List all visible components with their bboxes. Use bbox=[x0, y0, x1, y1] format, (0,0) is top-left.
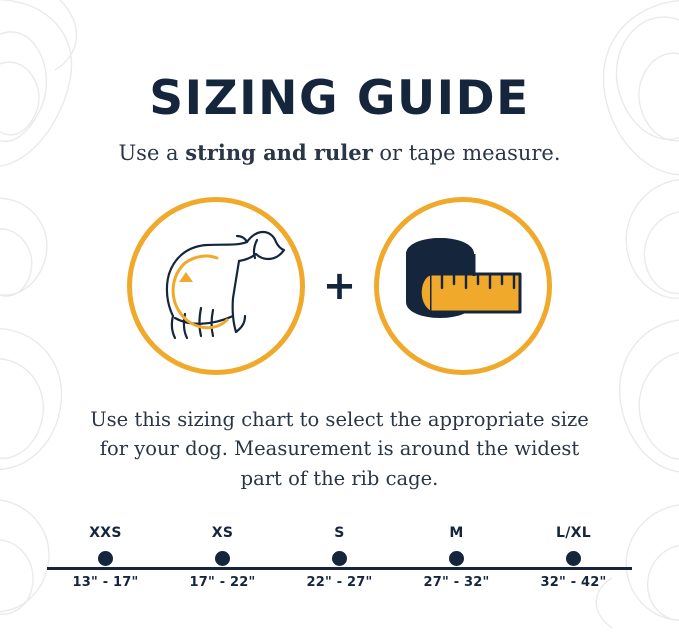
size-dot bbox=[98, 551, 113, 566]
subtitle-strong: string and ruler bbox=[185, 140, 373, 165]
tape-measure-icon bbox=[388, 226, 538, 346]
size-dot bbox=[215, 551, 230, 566]
size-range: 17" - 22" bbox=[189, 575, 256, 590]
plus-symbol: + bbox=[322, 263, 357, 309]
description-text: Use this sizing chart to select the appropriate size for your dog. Measurement is around the widest part of the rib cage. bbox=[90, 408, 589, 490]
page-title: SIZING GUIDE bbox=[149, 71, 530, 126]
icons-row bbox=[0, 197, 679, 375]
subtitle-suffix: or tape measure. bbox=[372, 141, 561, 165]
size-range: 22" - 27" bbox=[306, 575, 373, 590]
size-dot bbox=[566, 551, 581, 566]
tape-measure-circle bbox=[374, 197, 552, 375]
dog-measurement-circle bbox=[127, 197, 305, 375]
subtitle-prefix: Use a bbox=[118, 141, 186, 165]
size-dot bbox=[332, 551, 347, 566]
size-scale bbox=[0, 525, 679, 615]
size-range: 32" - 42" bbox=[540, 575, 607, 590]
dog-measurement-icon bbox=[141, 216, 291, 356]
size-range: 13" - 17" bbox=[72, 575, 139, 590]
subtitle bbox=[0, 140, 679, 165]
size-label: XS bbox=[211, 525, 234, 541]
size-label: M bbox=[449, 525, 464, 541]
measure-arrow-icon bbox=[179, 272, 193, 282]
size-range: 27" - 32" bbox=[423, 575, 490, 590]
size-label: S bbox=[334, 525, 345, 541]
size-label: L/XL bbox=[556, 525, 591, 541]
size-label: XXS bbox=[89, 525, 122, 541]
size-dot bbox=[449, 551, 464, 566]
